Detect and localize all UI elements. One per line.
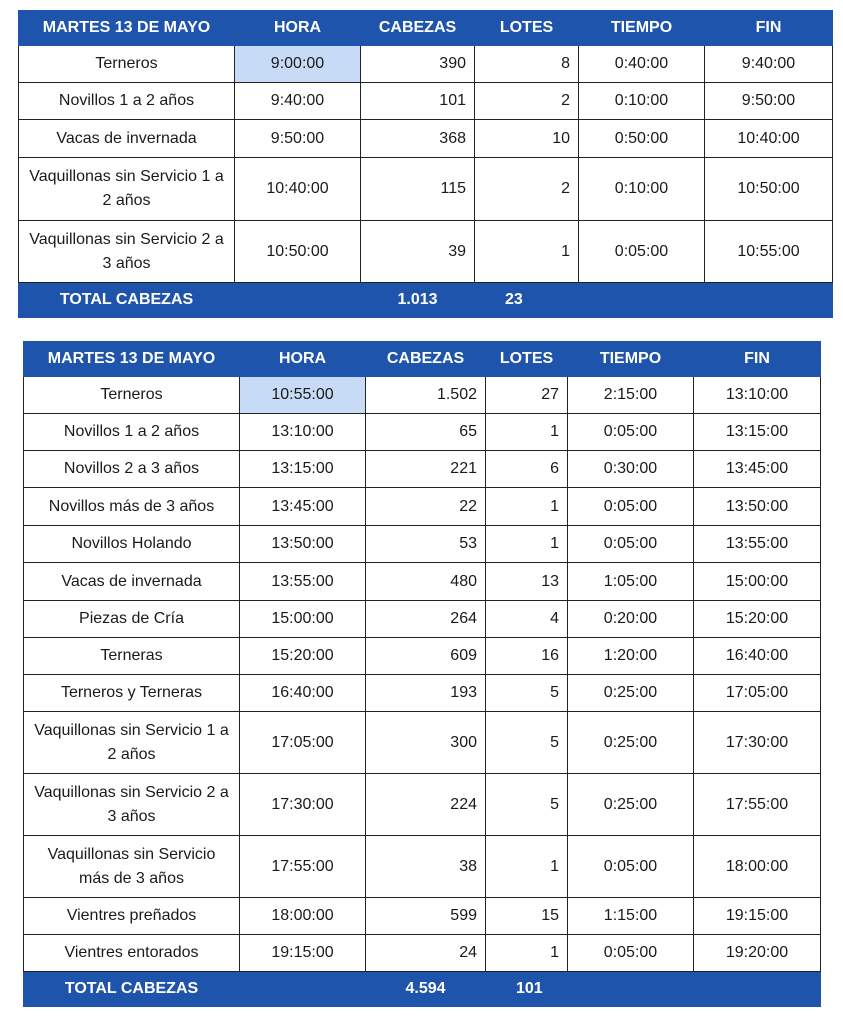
- date-header: MARTES 13 DE MAYO: [19, 11, 235, 46]
- cabezas-cell: 368: [361, 120, 475, 158]
- categoria-cell: Vaquillonas sin Servicio 2 a 3 años: [24, 774, 240, 836]
- cabezas-cell: 115: [361, 158, 475, 221]
- lotes-header: LOTES: [475, 11, 579, 46]
- fin-cell: 13:15:00: [694, 414, 821, 451]
- total-spacer: [694, 972, 821, 1007]
- categoria-cell: Piezas de Cría: [24, 601, 240, 638]
- table-row: [19, 221, 833, 283]
- schedule-table-2: [23, 341, 821, 1007]
- fin-cell: 17:55:00: [694, 774, 821, 836]
- table-row: [24, 526, 821, 563]
- fin-cell: 10:55:00: [705, 221, 833, 283]
- hora-cell: 17:05:00: [240, 712, 366, 774]
- fin-cell: 19:15:00: [694, 898, 821, 935]
- fin-cell: 18:00:00: [694, 836, 821, 898]
- hora-cell: 17:30:00: [240, 774, 366, 836]
- lotes-cell: 1: [475, 221, 579, 283]
- table-row: [24, 898, 821, 935]
- hora-cell: 13:10:00: [240, 414, 366, 451]
- tiempo-cell: 0:05:00: [568, 836, 694, 898]
- hora-cell: 10:40:00: [235, 158, 361, 221]
- lotes-cell: 5: [486, 712, 568, 774]
- tiempo-cell: 1:20:00: [568, 638, 694, 675]
- lotes-header: LOTES: [486, 342, 568, 377]
- hora-cell: 9:00:00: [235, 46, 361, 83]
- total-lotes: 101: [486, 972, 568, 1007]
- categoria-cell: Terneros: [19, 46, 235, 83]
- lotes-cell: 4: [486, 601, 568, 638]
- total-label: TOTAL CABEZAS: [24, 972, 240, 1007]
- total-spacer: [235, 283, 361, 318]
- total-row: [19, 283, 833, 318]
- fin-cell: 19:20:00: [694, 935, 821, 972]
- tiempo-cell: 0:20:00: [568, 601, 694, 638]
- cabezas-cell: 65: [366, 414, 486, 451]
- total-spacer: [705, 283, 833, 318]
- fin-header: FIN: [705, 11, 833, 46]
- cabezas-cell: 300: [366, 712, 486, 774]
- cabezas-cell: 224: [366, 774, 486, 836]
- fin-cell: 16:40:00: [694, 638, 821, 675]
- cabezas-cell: 39: [361, 221, 475, 283]
- cabezas-cell: 1.502: [366, 377, 486, 414]
- categoria-cell: Vaquillonas sin Servicio 1 a 2 años: [24, 712, 240, 774]
- categoria-cell: Vaquillonas sin Servicio 1 a 2 años: [19, 158, 235, 221]
- cabezas-cell: 53: [366, 526, 486, 563]
- cabezas-cell: 22: [366, 488, 486, 526]
- tiempo-cell: 2:15:00: [568, 377, 694, 414]
- total-lotes: 23: [475, 283, 579, 318]
- fin-cell: 15:20:00: [694, 601, 821, 638]
- hora-cell: 9:40:00: [235, 83, 361, 120]
- table-row: [24, 712, 821, 774]
- categoria-cell: Novillos 2 a 3 años: [24, 451, 240, 488]
- hora-cell: 17:55:00: [240, 836, 366, 898]
- lotes-cell: 6: [486, 451, 568, 488]
- hora-cell: 9:50:00: [235, 120, 361, 158]
- categoria-cell: Terneros y Terneras: [24, 675, 240, 712]
- total-row: [24, 972, 821, 1007]
- table-row: [24, 774, 821, 836]
- cabezas-cell: 480: [366, 563, 486, 601]
- tiempo-cell: 0:25:00: [568, 675, 694, 712]
- table-row: [19, 46, 833, 83]
- fin-cell: 13:10:00: [694, 377, 821, 414]
- cabezas-header: CABEZAS: [366, 342, 486, 377]
- tiempo-cell: 0:05:00: [568, 526, 694, 563]
- hora-cell: 13:50:00: [240, 526, 366, 563]
- tiempo-cell: 0:25:00: [568, 774, 694, 836]
- total-spacer: [579, 283, 705, 318]
- table-row: [24, 414, 821, 451]
- total-spacer: [240, 972, 366, 1007]
- lotes-cell: 1: [486, 488, 568, 526]
- cabezas-cell: 609: [366, 638, 486, 675]
- hora-cell: 13:15:00: [240, 451, 366, 488]
- fin-cell: 15:00:00: [694, 563, 821, 601]
- schedule-table-1: [18, 10, 833, 318]
- hora-cell: 10:50:00: [235, 221, 361, 283]
- total-label: TOTAL CABEZAS: [19, 283, 235, 318]
- table-row: [24, 488, 821, 526]
- cabezas-cell: 264: [366, 601, 486, 638]
- header-row: [19, 11, 833, 46]
- cabezas-header: CABEZAS: [361, 11, 475, 46]
- lotes-cell: 13: [486, 563, 568, 601]
- categoria-cell: Vaquillonas sin Servicio más de 3 años: [24, 836, 240, 898]
- total-spacer: [568, 972, 694, 1007]
- lotes-cell: 5: [486, 774, 568, 836]
- tiempo-cell: 0:40:00: [579, 46, 705, 83]
- tiempo-cell: 0:25:00: [568, 712, 694, 774]
- tiempo-header: TIEMPO: [568, 342, 694, 377]
- categoria-cell: Terneros: [24, 377, 240, 414]
- cabezas-cell: 38: [366, 836, 486, 898]
- tiempo-cell: 0:10:00: [579, 158, 705, 221]
- hora-cell: 19:15:00: [240, 935, 366, 972]
- tiempo-cell: 1:15:00: [568, 898, 694, 935]
- categoria-cell: Vacas de invernada: [19, 120, 235, 158]
- hora-cell: 13:55:00: [240, 563, 366, 601]
- categoria-cell: Novillos 1 a 2 años: [19, 83, 235, 120]
- total-cabezas: 1.013: [361, 283, 475, 318]
- table-row: [19, 158, 833, 221]
- header-row: [24, 342, 821, 377]
- categoria-cell: Terneras: [24, 638, 240, 675]
- fin-header: FIN: [694, 342, 821, 377]
- hora-cell: 10:55:00: [240, 377, 366, 414]
- lotes-cell: 10: [475, 120, 579, 158]
- cabezas-cell: 24: [366, 935, 486, 972]
- tiempo-cell: 0:50:00: [579, 120, 705, 158]
- tiempo-cell: 1:05:00: [568, 563, 694, 601]
- cabezas-cell: 390: [361, 46, 475, 83]
- hora-header: HORA: [235, 11, 361, 46]
- hora-cell: 15:00:00: [240, 601, 366, 638]
- lotes-cell: 2: [475, 158, 579, 221]
- fin-cell: 17:05:00: [694, 675, 821, 712]
- table-row: [24, 638, 821, 675]
- table-row: [19, 83, 833, 120]
- fin-cell: 13:50:00: [694, 488, 821, 526]
- lotes-cell: 1: [486, 414, 568, 451]
- lotes-cell: 1: [486, 935, 568, 972]
- lotes-cell: 2: [475, 83, 579, 120]
- table-row: [24, 836, 821, 898]
- fin-cell: 13:55:00: [694, 526, 821, 563]
- hora-cell: 18:00:00: [240, 898, 366, 935]
- lotes-cell: 27: [486, 377, 568, 414]
- tiempo-cell: 0:05:00: [579, 221, 705, 283]
- tiempo-cell: 0:30:00: [568, 451, 694, 488]
- total-cabezas: 4.594: [366, 972, 486, 1007]
- cabezas-cell: 101: [361, 83, 475, 120]
- hora-cell: 15:20:00: [240, 638, 366, 675]
- fin-cell: 13:45:00: [694, 451, 821, 488]
- categoria-cell: Novillos Holando: [24, 526, 240, 563]
- table-row: [24, 563, 821, 601]
- date-header: MARTES 13 DE MAYO: [24, 342, 240, 377]
- tiempo-cell: 0:05:00: [568, 488, 694, 526]
- tiempo-cell: 0:05:00: [568, 935, 694, 972]
- categoria-cell: Vientres preñados: [24, 898, 240, 935]
- fin-cell: 10:40:00: [705, 120, 833, 158]
- table-row: [19, 120, 833, 158]
- lotes-cell: 16: [486, 638, 568, 675]
- lotes-cell: 8: [475, 46, 579, 83]
- hora-cell: 16:40:00: [240, 675, 366, 712]
- table-row: [24, 935, 821, 972]
- fin-cell: 9:40:00: [705, 46, 833, 83]
- categoria-cell: Novillos más de 3 años: [24, 488, 240, 526]
- tiempo-header: TIEMPO: [579, 11, 705, 46]
- table-row: [24, 601, 821, 638]
- table-row: [24, 451, 821, 488]
- lotes-cell: 15: [486, 898, 568, 935]
- fin-cell: 10:50:00: [705, 158, 833, 221]
- lotes-cell: 1: [486, 526, 568, 563]
- cabezas-cell: 599: [366, 898, 486, 935]
- tiempo-cell: 0:10:00: [579, 83, 705, 120]
- cabezas-cell: 193: [366, 675, 486, 712]
- categoria-cell: Vientres entorados: [24, 935, 240, 972]
- categoria-cell: Vacas de invernada: [24, 563, 240, 601]
- hora-cell: 13:45:00: [240, 488, 366, 526]
- lotes-cell: 5: [486, 675, 568, 712]
- categoria-cell: Vaquillonas sin Servicio 2 a 3 años: [19, 221, 235, 283]
- cabezas-cell: 221: [366, 451, 486, 488]
- lotes-cell: 1: [486, 836, 568, 898]
- table-row: [24, 675, 821, 712]
- tiempo-cell: 0:05:00: [568, 414, 694, 451]
- hora-header: HORA: [240, 342, 366, 377]
- fin-cell: 17:30:00: [694, 712, 821, 774]
- fin-cell: 9:50:00: [705, 83, 833, 120]
- table-row: [24, 377, 821, 414]
- categoria-cell: Novillos 1 a 2 años: [24, 414, 240, 451]
